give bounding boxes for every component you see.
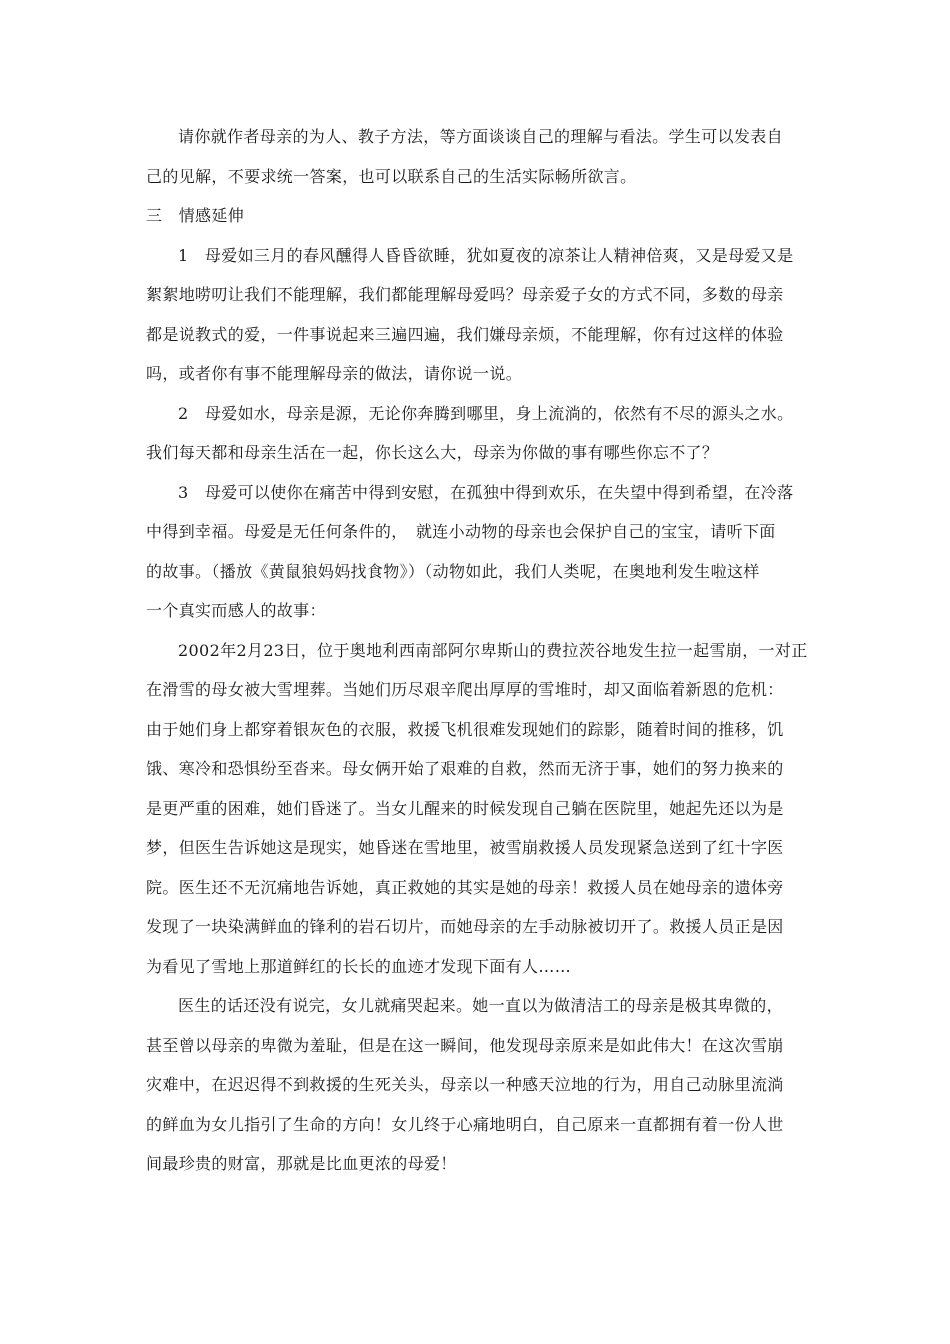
- text-line: 是更严重的困难，她们昏迷了。当女儿醒来的时候发现自己躺在医院里，她起先还以为是: [146, 798, 784, 818]
- text-line: 三 情感延伸: [146, 206, 245, 225]
- text-line: 絮絮地唠叨让我们不能理解，我们都能理解母爱吗？母亲爱子女的方式不同，多数的母亲: [146, 285, 784, 304]
- text-line: 甚至曾以母亲的卑微为羞耻，但是在这一瞬间，他发现母亲原来是如此伟大！在这次雪崩: [146, 1035, 784, 1055]
- text-line: 中得到幸福。母爱是无任何条件的， 就连小动物的母亲也会保护自己的宝宝，请听下面: [146, 522, 776, 541]
- text-line: 灾难中，在迟迟得不到救援的生死关头，母亲以一种感天泣地的行为，用自己动脉里流淌: [146, 1075, 784, 1094]
- text-line: 院。医生还不无沉痛地告诉她，真正救她的其实是她的母亲！救援人员在她母亲的遗体旁: [146, 877, 784, 897]
- text-line: 饿、寒冷和恐惧纷至沓来。母女俩开始了艰难的自救，然而无济于事，她们的努力换来的: [146, 759, 784, 778]
- text-line: 的故事。（播放《黄鼠狼妈妈找食物》）（动物如此，我们人类呢，在奥地利发生啦这样: [146, 561, 760, 581]
- text-line: 医生的话还没有说完，女儿就痛哭起来。她一直以为做清洁工的母亲是极其卑微的，: [178, 996, 783, 1015]
- text-line: 都是说教式的爱，一件事说起来三遍四遍，我们嫌母亲烦，不能理解，你有过这样的体验: [146, 324, 784, 344]
- text-line: 己的见解，不要求统一答案，也可以联系自己的生活实际畅所欲言。: [146, 166, 637, 186]
- text-line: 1 母爱如三月的春风醺得人昏昏欲睡，犹如夏夜的凉茶让人精神倍爽，又是母爱又是: [178, 245, 794, 265]
- text-line: 我们每天都和母亲生活在一起，你长这么大，母亲为你做的事有哪些你忘不了？: [146, 443, 719, 462]
- text-line: 2 母爱如水，母亲是源，无论你奔腾到哪里，身上流淌的，依然有不尽的源头之水。: [178, 403, 794, 423]
- text-line: 2002年2月23日，位于奥地利西南部阿尔卑斯山的费拉茨谷地发生拉一起雪崩，一对正: [178, 640, 808, 660]
- text-line: 吗，或者你有事不能理解母亲的做法，请你说一说。: [146, 364, 523, 383]
- text-line: 3 母爱可以使你在痛苦中得到安慰，在孤独中得到欢乐，在失望中得到希望，在冷落: [178, 482, 794, 502]
- text-line: 为看见了雪地上那道鲜红的长长的血迹才发现下面有人……: [146, 956, 572, 976]
- text-line: 梦，但医生告诉她这是现实，她昏迷在雪地里，被雪崩救援人员发现紧急送到了红十字医: [146, 838, 784, 857]
- text-line: 发现了一块染满鲜血的锋利的岩石切片，而她母亲的左手动脉被切开了。救援人员正是因: [146, 917, 784, 936]
- text-line: 由于她们身上都穿着银灰色的衣服，救援飞机很难发现她们的踪影，随着时间的推移，饥: [146, 719, 784, 739]
- text-line: 间最珍贵的财富，那就是比血更浓的母爱！: [146, 1154, 457, 1173]
- text-line: 在滑雪的母女被大雪埋葬。当她们历尽艰辛爬出厚厚的雪堆时，却又面临着新恩的危机：: [146, 680, 784, 699]
- document-body: [146, 117, 810, 1184]
- text-line: 一个真实而感人的故事：: [146, 601, 326, 620]
- text-line: 的鲜血为女儿指引了生命的方向！女儿终于心痛地明白，自己原来一直都拥有着一份人世: [146, 1114, 784, 1134]
- text-line: 请你就作者母亲的为人、教子方法，等方面谈谈自己的理解与看法。学生可以发表自: [178, 127, 783, 146]
